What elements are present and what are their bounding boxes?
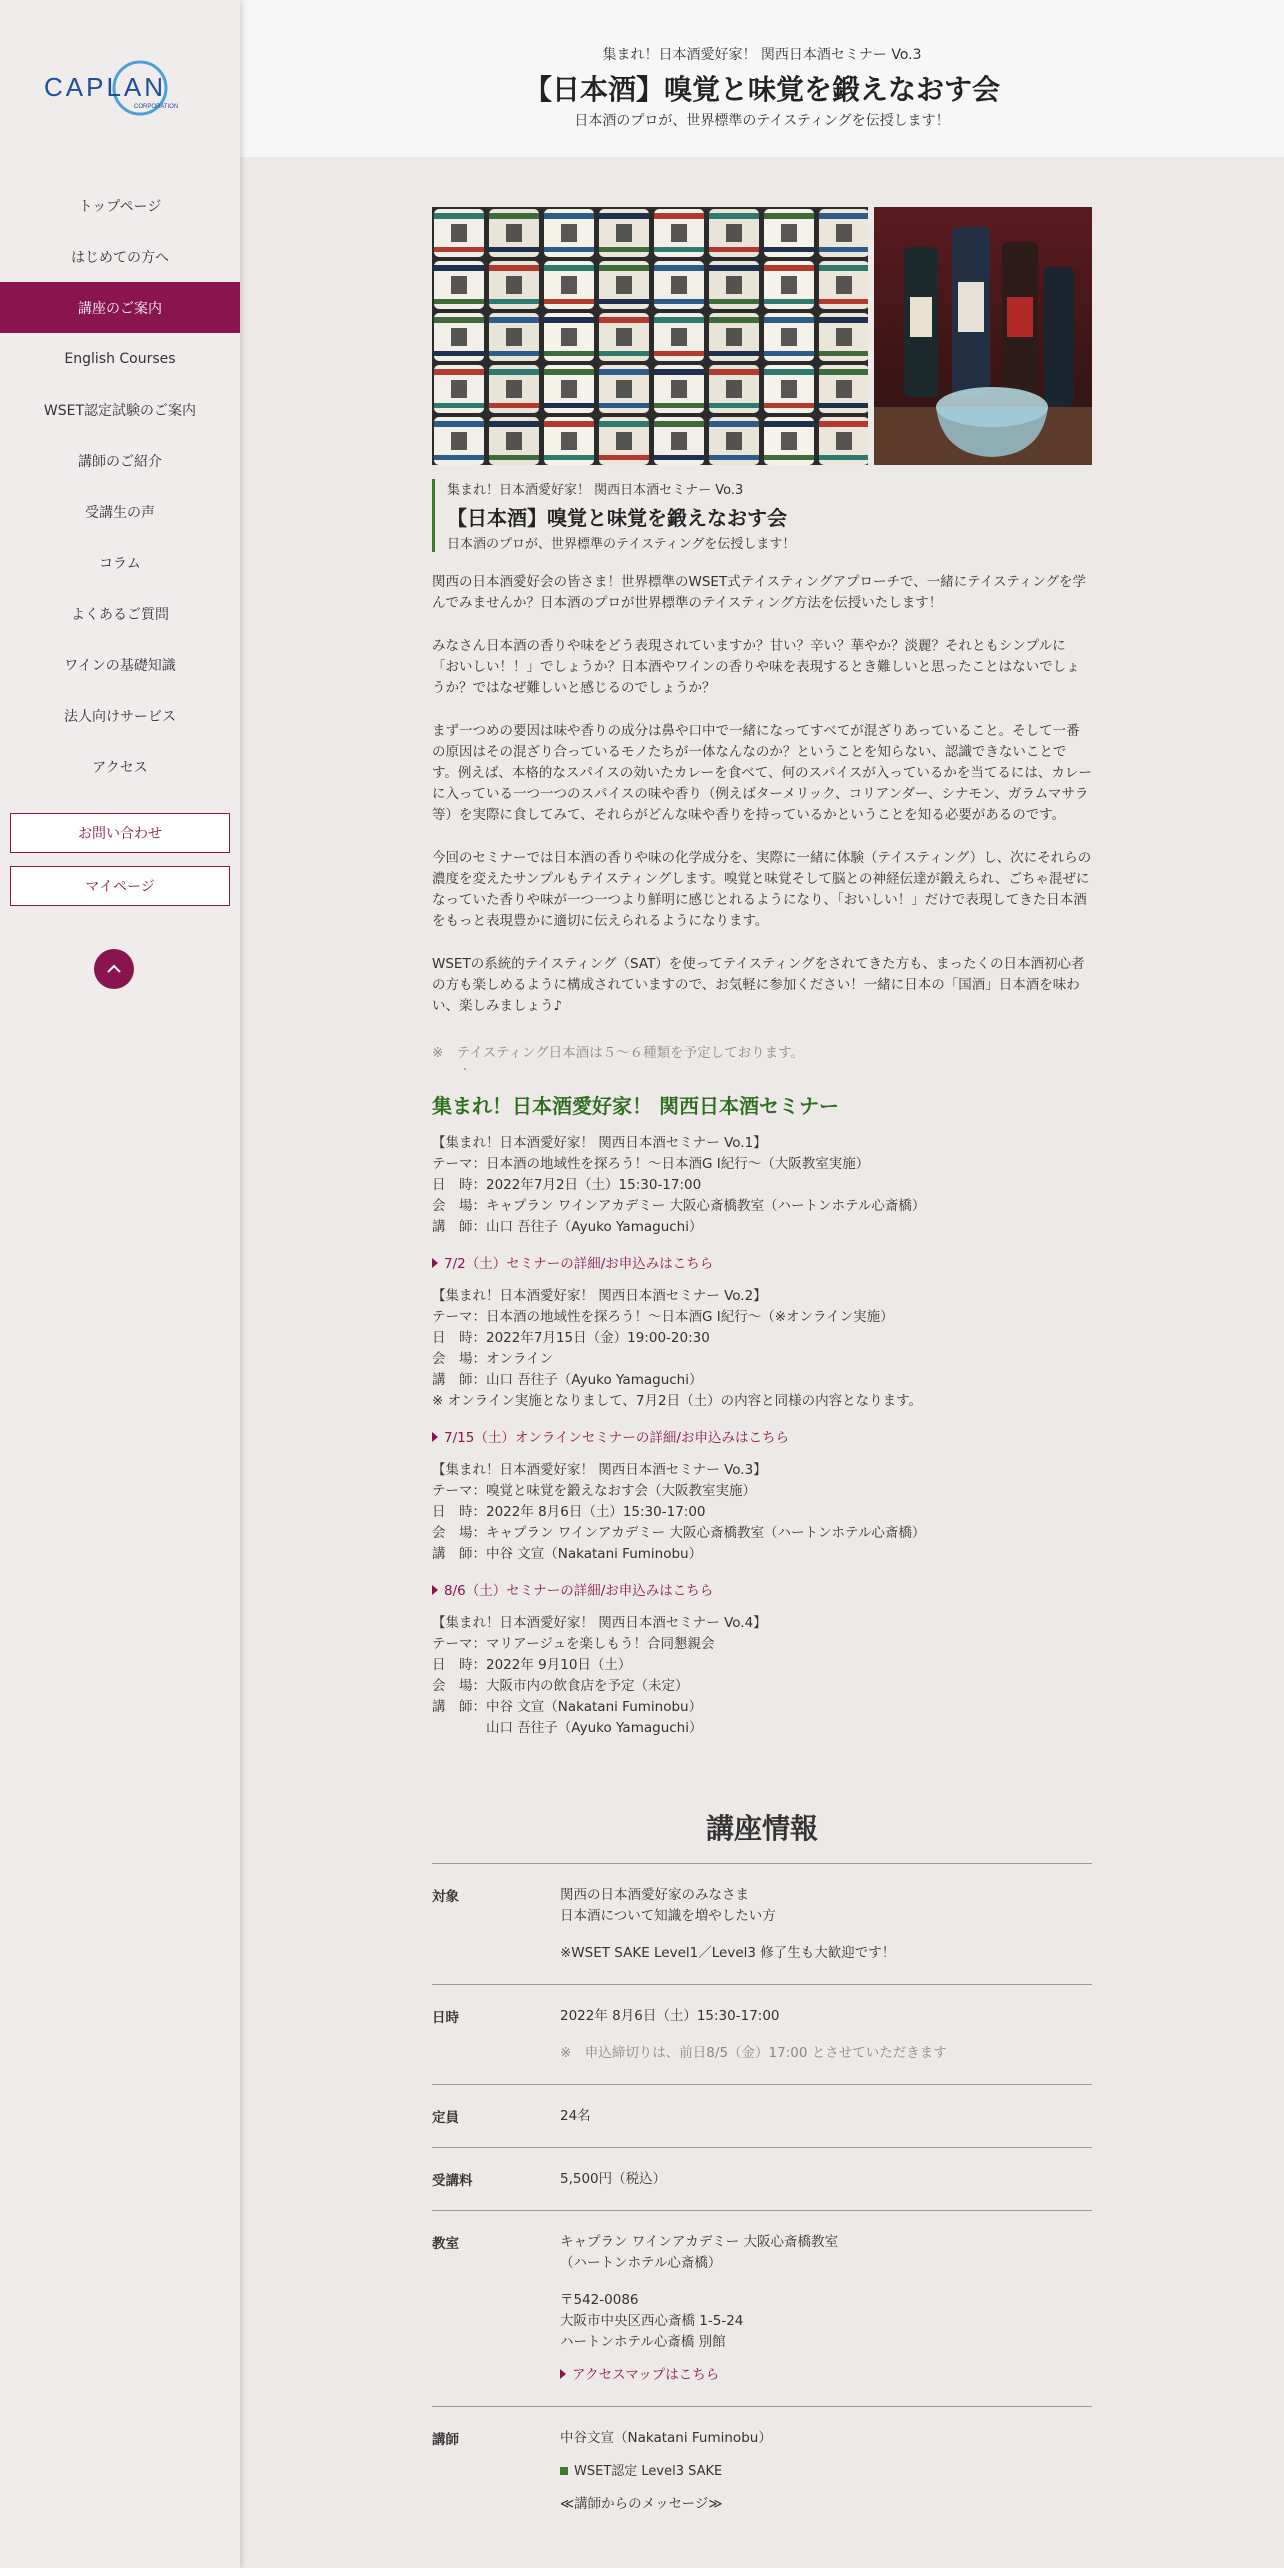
question-paragraph: みなさん日本酒の香りや味をどう表現されていますか？甘い？辛い？華やか？淡麗？それともシンプルに「おいしい！！」でしょうか？日本酒やワインの香りや味を表現するとき難しいと思ったことはないでしょうか？ではなぜ難しいと感じるのでしょうか？ xyxy=(432,638,1080,696)
access-map-link[interactable] xyxy=(560,2365,1092,2386)
volume-detail-line: 【集まれ！日本酒愛好家！ 関西日本酒セミナー Vo.3】 xyxy=(432,1462,767,1478)
volume-detail-line: 日 時：2022年7月2日（土）15:30-17:00 xyxy=(432,1177,702,1193)
target-line-2: 日本酒について知識を増やしたい方 xyxy=(560,1908,776,1924)
target-line-1: 関西の日本酒愛好家のみなさま xyxy=(560,1887,749,1903)
seminar-volumes xyxy=(432,1133,1092,1739)
deadline-note: ※ 申込締切りは、前日8/5（金）17:00 とさせていただきます xyxy=(560,2045,947,2061)
seminar-volume-1 xyxy=(432,1133,1092,1238)
sidebar-item-6[interactable]: 受講生の声 xyxy=(85,504,155,521)
fee-label: 受講料 xyxy=(432,2173,473,2189)
lecturer-cert xyxy=(560,2461,1092,2482)
fee-value: 5,500円（税込） xyxy=(560,2171,667,2187)
volume-detail-line: 講 師：中谷 文宣（Nakatani Fuminobu） xyxy=(432,1546,703,1562)
note-bullet: ・ xyxy=(460,1065,470,1076)
info-row-date xyxy=(432,1985,1092,2085)
date-value xyxy=(560,2006,1092,2064)
sidebar-item-5[interactable]: 講師のご紹介 xyxy=(78,453,162,470)
triangle-right-icon xyxy=(560,2369,566,2379)
sidebar-item-10[interactable]: 法人向けサービス xyxy=(64,708,176,725)
seminar-content-paragraph: 今回のセミナーでは日本酒の香りや味の化学成分を、実際に一緒に体験（テイスティング）し、次にそれらの濃度を変えたサンプルもテイスティングします。嗅覚と味覚そして脳との神経伝達が鍛えられ、ごちゃ混ぜになっていた香りや味が一つ一つより鮮明に感じとれるようになり、「おいしい！」だけで表現してきた日本酒をもっと表現豊かに適切に伝えられるようになります。 xyxy=(432,850,1092,929)
date-label: 日時 xyxy=(432,2010,459,2026)
seminar-title: 【日本酒】嗅覚と味覚を鍛えなおす会 xyxy=(447,506,787,530)
room-line-2: （ハートンホテル心斎橋） xyxy=(560,2255,722,2271)
lecturer-name: 中谷文宣（Nakatani Fuminobu） xyxy=(560,2430,772,2446)
volume-detail-line: テーマ：日本酒の地域性を探ろう！～日本酒G I紀行～（※オンライン実施） xyxy=(432,1309,894,1325)
volume-detail-line: テーマ：日本酒の地域性を探ろう！～日本酒G I紀行～（大阪教室実施） xyxy=(432,1156,870,1172)
course-info-heading: 講座情報 xyxy=(705,1812,818,1845)
contact-button[interactable]: お問い合わせ xyxy=(10,813,230,853)
room-zip: 〒542-0086 xyxy=(560,2292,639,2308)
room-address: 大阪市中央区西心斎橋 1-5-24 xyxy=(560,2313,744,2329)
square-bullet-icon xyxy=(560,2467,568,2475)
info-row-room xyxy=(432,2211,1092,2407)
volume-detail-line: ※ オンライン実施となりまして、7月2日（土）の内容と同様の内容となります。 xyxy=(432,1393,923,1409)
sake-bottles-glass-image xyxy=(874,207,1092,465)
triangle-right-icon xyxy=(432,1432,438,1442)
sidebar-item-8[interactable]: よくあるご質問 xyxy=(71,606,169,623)
volume-3-detail-link[interactable] xyxy=(432,1579,1092,1599)
lecturer-value xyxy=(560,2428,1092,2515)
seminar-volume-3 xyxy=(432,1460,1092,1565)
tasting-note: ※ テイスティング日本酒は５～６種類を予定しております。 xyxy=(432,1045,805,1061)
sidebar-item-2[interactable]: 講座のご案内 xyxy=(0,282,240,333)
caplan-logo[interactable] xyxy=(42,58,202,122)
volume-detail-line: 【集まれ！日本酒愛好家！ 関西日本酒セミナー Vo.2】 xyxy=(432,1288,767,1304)
sidebar-item-4[interactable]: WSET認定試験のご案内 xyxy=(43,402,197,419)
seminar-subtitle: 日本酒のプロが、世界標準のテイスティングを伝授します！ xyxy=(447,537,796,552)
info-row-lecturer xyxy=(432,2407,1092,2535)
volume-detail-line: テーマ：嗅覚と味覚を鍛えなおす会（大阪教室実施） xyxy=(432,1483,756,1499)
volume-detail-line: 会 場：オンライン xyxy=(432,1351,554,1367)
series-title: 集まれ！日本酒愛好家！ 関西日本酒セミナー xyxy=(432,1094,839,1118)
volume-2-detail-link[interactable] xyxy=(432,1426,1092,1446)
sidebar-item-3[interactable]: English Courses xyxy=(64,350,176,367)
back-to-top-button[interactable] xyxy=(94,949,134,989)
volume-detail-line: 会 場：キャプラン ワインアカデミー 大阪心斎橋教室（ハートンホテル心斎橋） xyxy=(432,1525,926,1541)
sidebar-item-11[interactable]: アクセス xyxy=(92,759,148,776)
intro-paragraph: 関西の日本酒愛好会の皆さま！世界標準のWSET式テイスティングアプローチで、一緒にテイスティングを学んでみませんか？日本酒のプロが世界標準のテイスティング方法を伝授いたします！ xyxy=(432,574,1087,611)
triangle-right-icon xyxy=(432,1258,438,1268)
hero-images xyxy=(432,207,1092,465)
volume-link-label: 7/15（土）オンラインセミナーの詳細/お申込みはこちら xyxy=(444,1430,789,1446)
page-title: 【日本酒】嗅覚と味覚を鍛えなおす会 xyxy=(523,73,1000,106)
capacity-label: 定員 xyxy=(432,2110,459,2126)
volume-detail-line: 日 時：2022年 8月6日（土）15:30-17:00 xyxy=(432,1504,706,1520)
volume-detail-line: 日 時：2022年 9月10日（土） xyxy=(432,1657,632,1673)
svg-text:CORPORATION: CORPORATION xyxy=(134,104,179,110)
volume-detail-line: 山口 吾往子（Ayuko Yamaguchi） xyxy=(432,1720,703,1736)
info-row-fee xyxy=(432,2148,1092,2211)
room-value xyxy=(560,2232,1092,2386)
page-header xyxy=(240,0,1284,157)
svg-text:CAPLAN: CAPLAN xyxy=(44,72,167,102)
room-label: 教室 xyxy=(432,2236,459,2252)
header-subtitle: 日本酒のプロが、世界標準のテイスティングを伝授します！ xyxy=(574,113,950,129)
mypage-button[interactable]: マイページ xyxy=(10,866,230,906)
lecturer-cert-label: WSET認定 Level3 SAKE xyxy=(574,2464,723,2479)
course-info-table xyxy=(432,1863,1092,2535)
volume-detail-line: 講 師：山口 吾往子（Ayuko Yamaguchi） xyxy=(432,1219,703,1235)
seminar-volume-4 xyxy=(432,1613,1092,1739)
volume-link-label: 7/2（土）セミナーの詳細/お申込みはこちら xyxy=(444,1256,714,1272)
chevron-up-icon xyxy=(105,960,123,978)
sake-barrels-image xyxy=(432,207,868,465)
access-map-link-label: アクセスマップはこちら xyxy=(572,2367,720,2383)
volume-detail-line: 講 師：山口 吾往子（Ayuko Yamaguchi） xyxy=(432,1372,703,1388)
sidebar xyxy=(0,0,240,2568)
target-label: 対象 xyxy=(432,1889,459,1905)
sidebar-item-9[interactable]: ワインの基礎知識 xyxy=(64,657,176,674)
lecturer-label: 講師 xyxy=(432,2432,459,2448)
volume-link-label: 8/6（土）セミナーの詳細/お申込みはこちら xyxy=(444,1583,714,1599)
lecturer-message-heading: ≪講師からのメッセージ≫ xyxy=(560,2496,723,2512)
room-line-1: キャプラン ワインアカデミー 大阪心斎橋教室 xyxy=(560,2234,839,2250)
reason-paragraph: まず一つめの要因は味や香りの成分は鼻や口中で一緒になってすべてが混ざりあっていること。そして一番の原因はその混ざり合っているモノたちが一体なんなのか？ということを知らない、認識できないことです。例えば、本格的なスパイスの効いたカレーを食べて、何のスパイスが入っているかを当てるには、カレーに入っている一つ一つのスパイスの味や香り（例えばターメリック、コリアンダー、シナモン、ガラムマサラ等）を実際に食してみて、それらがどんな味や香りを持っているかということを知る必要があるのです。 xyxy=(432,723,1092,823)
sidebar-item-1[interactable]: はじめての方へ xyxy=(71,249,169,266)
sidebar-item-0[interactable]: トップページ xyxy=(78,198,162,215)
seminar-kicker: 集まれ！日本酒愛好家！ 関西日本酒セミナー Vo.3 xyxy=(447,483,744,498)
date-line: 2022年 8月6日（土）15:30-17:00 xyxy=(560,2008,780,2024)
target-line-3: ※WSET SAKE Level1／Level3 修了生も大歓迎です！ xyxy=(560,1945,896,1961)
volume-detail-line: 【集まれ！日本酒愛好家！ 関西日本酒セミナー Vo.1】 xyxy=(432,1135,767,1151)
seminar-title-block xyxy=(432,479,1092,552)
volume-detail-line: 講 師：中谷 文宣（Nakatani Fuminobu） xyxy=(432,1699,703,1715)
volume-detail-line: 会 場：キャプラン ワインアカデミー 大阪心斎橋教室（ハートンホテル心斎橋） xyxy=(432,1198,926,1214)
triangle-right-icon xyxy=(432,1585,438,1595)
info-row-target xyxy=(432,1864,1092,1985)
volume-detail-line: テーマ：マリアージュを楽しもう！合同懇親会 xyxy=(432,1636,715,1652)
sidebar-nav xyxy=(0,180,240,792)
volume-1-detail-link[interactable] xyxy=(432,1252,1092,1272)
room-building: ハートンホテル心斎橋 別館 xyxy=(560,2334,726,2350)
header-kicker: 集まれ！日本酒愛好家！ 関西日本酒セミナー Vo.3 xyxy=(602,47,922,63)
volume-detail-line: 会 場：大阪市内の飲食店を予定（未定） xyxy=(432,1678,689,1694)
volume-detail-line: 日 時：2022年7月15日（金）19:00-20:30 xyxy=(432,1330,710,1346)
volume-detail-line: 【集まれ！日本酒愛好家！ 関西日本酒セミナー Vo.4】 xyxy=(432,1615,767,1631)
seminar-volume-2 xyxy=(432,1286,1092,1412)
sidebar-item-7[interactable]: コラム xyxy=(99,555,141,572)
info-row-capacity xyxy=(432,2085,1092,2148)
main-content xyxy=(432,207,1092,2535)
target-value xyxy=(560,1885,1092,1964)
invitation-paragraph: WSETの系統的テイスティング（SAT）を使ってテイスティングをされてきた方も、まったくの日本酒初心者の方も楽しめるように構成されていますので、お気軽に参加ください！一緒に日本の「国酒」日本酒を味わい、楽しみましょう♪ xyxy=(432,956,1085,1014)
capacity-value: 24名 xyxy=(560,2108,591,2124)
